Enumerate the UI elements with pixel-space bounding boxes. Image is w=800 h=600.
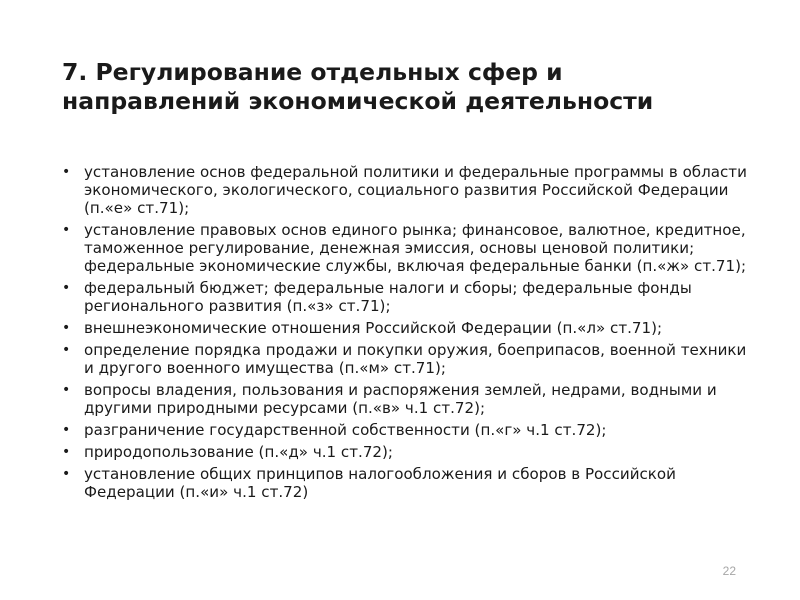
bullet-text: природопользование (п.«д» ч.1 ст.72); xyxy=(84,443,394,461)
bullet-icon: • xyxy=(62,382,71,398)
bullet-text: федеральный бюджет; федеральные налоги и сборы; федеральные фонды регионального развития (п.«з» ст.71); xyxy=(84,279,692,315)
bullet-icon: • xyxy=(62,164,71,180)
bullet-icon: • xyxy=(62,444,71,460)
slide-title xyxy=(62,58,762,116)
bullet-text: вопросы владения, пользования и распоряжения землей, недрами, водными и другими природными ресурсами (п.«в» ч.1 ст.72); xyxy=(84,381,717,417)
bullet-item xyxy=(62,421,752,439)
bullet-icon: • xyxy=(62,342,71,358)
bullet-icon: • xyxy=(62,222,71,238)
bullet-item xyxy=(62,341,752,377)
slide-title-line-2: направлений экономической деятельности xyxy=(62,87,654,115)
bullet-icon: • xyxy=(62,422,71,438)
bullet-item xyxy=(62,279,752,315)
bullet-list xyxy=(62,163,752,505)
bullet-text: установление основ федеральной политики и федеральные программы в области экономического, экологического, социального развития Российской Федерации (п.«е» ст.71); xyxy=(84,163,747,217)
bullet-icon: • xyxy=(62,320,71,336)
bullet-icon: • xyxy=(62,466,71,482)
page-number: 22 xyxy=(722,564,736,578)
bullet-item xyxy=(62,443,752,461)
bullet-item xyxy=(62,381,752,417)
bullet-icon: • xyxy=(62,280,71,296)
bullet-text: внешнеэкономические отношения Российской Федерации (п.«л» ст.71); xyxy=(84,319,663,337)
bullet-item xyxy=(62,163,752,217)
slide-title-line-1: 7. Регулирование отдельных сфер и xyxy=(62,58,563,86)
bullet-text: разграничение государственной собственности (п.«г» ч.1 ст.72); xyxy=(84,421,607,439)
bullet-item xyxy=(62,221,752,275)
bullet-item xyxy=(62,465,752,501)
bullet-text: установление правовых основ единого рынка; финансовое, валютное, кредитное, таможенное регулирование, денежная эмиссия, основы ценовой политики; федеральные экономические службы, включая федеральные банки (п.«ж» ст.71); xyxy=(84,221,747,275)
bullet-text: определение порядка продажи и покупки оружия, боеприпасов, военной техники и другого военного имущества (п.«м» ст.71); xyxy=(84,341,747,377)
bullet-text: установление общих принципов налогообложения и сборов в Российской Федерации (п.«и» ч.1 ст.72) xyxy=(84,465,676,501)
bullet-item xyxy=(62,319,752,337)
